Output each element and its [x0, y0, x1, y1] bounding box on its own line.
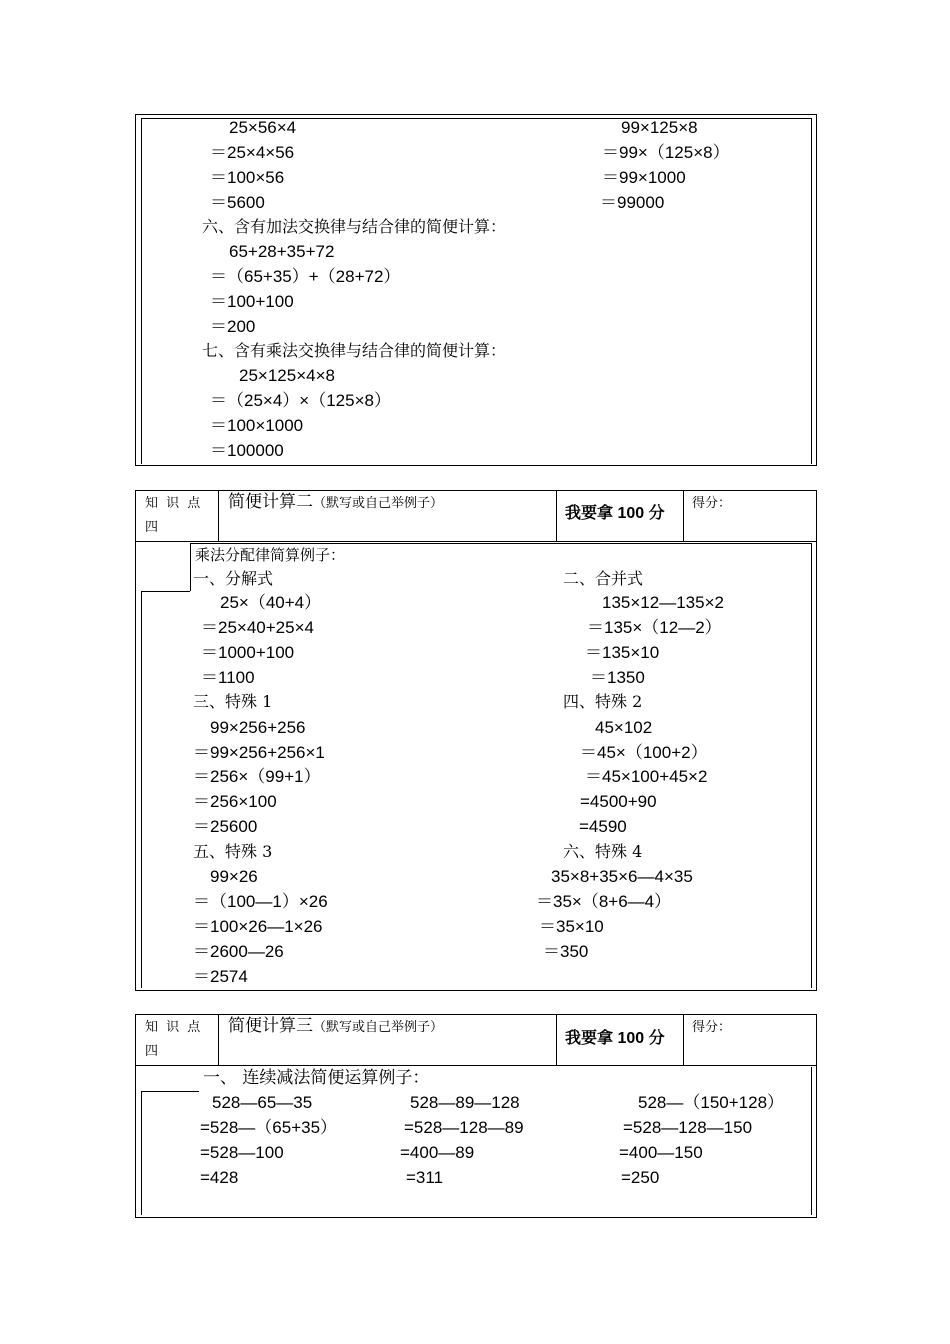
s2-l4-4: =4500+90	[580, 792, 657, 811]
s3-c1-3: =528—100	[200, 1143, 284, 1162]
s2-l4-5: =4590	[579, 817, 627, 836]
s1-line7-2: ＝（25×4）×（125×8）	[210, 391, 391, 410]
s2-goal: 我要拿 100 分	[565, 505, 665, 522]
s2-l2-1: 135×12—135×2	[602, 593, 724, 612]
s2-l6-1: 35×8+35×6—4×35	[551, 867, 693, 886]
s2-title	[228, 492, 443, 514]
s2-l2-2: ＝135×（12—2）	[587, 618, 722, 637]
s2-l3-3: ＝256×（99+1）	[193, 767, 321, 786]
s3-c1-1: 528—65—35	[212, 1093, 313, 1112]
s3-c3-4: =250	[621, 1168, 660, 1187]
s2-l6-4: ＝350	[543, 942, 589, 961]
s2-header-div-1	[218, 490, 219, 541]
s2-inner-left-line-2	[141, 591, 142, 988]
s3-inner-left-line	[141, 1091, 142, 1215]
s1-line7-4: ＝100000	[210, 441, 284, 460]
s2-knowledge-label-1: 知 识 点	[145, 496, 203, 511]
s2-l1-3: ＝1000+100	[201, 643, 295, 662]
s3-c3-1: 528—（150+128）	[638, 1093, 785, 1112]
s3-c3-2: =528—128—150	[623, 1118, 753, 1137]
s2-inner-top-line	[190, 543, 811, 544]
s2-l2-3: ＝135×10	[585, 643, 660, 662]
s2-l1-2: ＝25×40+25×4	[201, 618, 314, 637]
s3-title	[228, 1016, 443, 1038]
s2-score-label: 得分：	[692, 496, 732, 511]
s2-l5-5: ＝2574	[193, 967, 248, 986]
s2-l5-3: ＝100×26—1×26	[193, 917, 323, 936]
s2-header-div-3	[683, 490, 684, 541]
s2-heading-2: 二、合并式	[563, 569, 644, 588]
s1-right-line-3: ＝99×1000	[602, 168, 686, 187]
s3-c3-3: =400—150	[619, 1143, 703, 1162]
s2-inner-bottom-stub	[141, 591, 190, 592]
s2-title-note: （默写或自己举例子）	[313, 496, 444, 511]
s2-intro: 乘法分配律简算例子：	[195, 546, 346, 564]
s2-l6-2: ＝35×（8+6—4）	[536, 892, 672, 911]
s1-heading-7: 七、含有乘法交换律与结合律的简便计算：	[202, 341, 507, 360]
s2-l5-4: ＝2600—26	[193, 942, 284, 961]
s3-c1-4: =428	[200, 1168, 239, 1187]
s2-l4-1: 45×102	[595, 718, 653, 737]
s1-line6-1: 65+28+35+72	[229, 242, 335, 261]
s3-c2-1: 528—89—128	[410, 1093, 520, 1112]
s2-l5-2: ＝（100—1）×26	[193, 892, 328, 911]
s2-heading-3: 三、特殊 1	[193, 692, 273, 711]
s3-c1-2: =528—（65+35）	[200, 1118, 338, 1137]
s2-title-main: 简便计算二	[228, 492, 313, 512]
section1-inner-right-line	[811, 118, 812, 464]
s3-c2-3: =400—89	[400, 1143, 475, 1162]
s2-l3-4: ＝256×100	[193, 792, 277, 811]
s2-inner-left-line	[190, 543, 191, 591]
s2-l3-2: ＝99×256+256×1	[193, 743, 325, 762]
s2-knowledge-label-2: 四	[145, 520, 159, 535]
s2-heading-5: 五、特殊 3	[193, 842, 273, 861]
s2-l4-2: ＝45×（100+2）	[580, 743, 708, 762]
s3-inner-top-stub	[141, 1091, 199, 1092]
s3-title-note: （默写或自己举例子）	[313, 1020, 444, 1035]
section1-box	[135, 114, 817, 466]
s1-right-line-2: ＝99×（125×8）	[602, 143, 730, 162]
s1-line6-4: ＝200	[210, 317, 256, 336]
s2-l3-5: ＝25600	[193, 817, 258, 836]
s1-left-line-1: 25×56×4	[229, 118, 297, 137]
s3-heading: 一、 连续减法简便运算例子：	[203, 1068, 430, 1088]
s2-inner-right-line	[811, 543, 812, 988]
s1-right-line-1: 99×125×8	[621, 118, 698, 137]
s1-line7-1: 25×125×4×8	[239, 366, 335, 385]
s2-l3-1: 99×256+256	[210, 718, 306, 737]
s2-l4-3: ＝45×100+45×2	[585, 767, 708, 786]
s2-l6-3: ＝35×10	[539, 917, 604, 936]
s2-l2-4: ＝1350	[590, 668, 645, 687]
s2-l5-1: 99×26	[210, 867, 258, 886]
s3-knowledge-label-2: 四	[145, 1044, 159, 1059]
s1-left-line-3: ＝100×56	[210, 168, 285, 187]
s3-header-div-1	[218, 1014, 219, 1065]
s1-line6-3: ＝100+100	[210, 292, 294, 311]
s3-title-main: 简便计算三	[228, 1016, 313, 1036]
s2-header-div-2	[556, 490, 557, 541]
s3-goal: 我要拿 100 分	[565, 1030, 665, 1047]
s2-header-bottom-line	[135, 541, 817, 542]
s2-heading-6: 六、特殊 4	[563, 842, 643, 861]
s1-heading-6: 六、含有加法交换律与结合律的简便计算：	[202, 217, 507, 236]
s2-heading-1: 一、分解式	[193, 569, 274, 588]
s1-right-line-4: ＝99000	[600, 193, 665, 212]
s3-c2-2: =528—128—89	[404, 1118, 524, 1137]
s3-knowledge-label-1: 知 识 点	[145, 1020, 203, 1035]
s3-score-label: 得分：	[692, 1020, 732, 1035]
s2-heading-4: 四、特殊 2	[563, 692, 643, 711]
s1-line6-2: ＝（65+35）+（28+72）	[210, 267, 401, 286]
s3-header-div-2	[556, 1014, 557, 1065]
s3-header-bottom-line	[135, 1065, 817, 1066]
s1-left-line-4: ＝5600	[210, 193, 265, 212]
section1-inner-left-line	[141, 118, 142, 464]
section2-box	[135, 490, 817, 991]
s1-left-line-2: ＝25×4×56	[210, 143, 295, 162]
s3-c2-4: =311	[406, 1168, 444, 1187]
s1-line7-3: ＝100×1000	[210, 416, 304, 435]
s3-inner-right-line	[811, 1067, 812, 1215]
s3-header-div-3	[683, 1014, 684, 1065]
s2-l1-4: ＝1100	[201, 668, 255, 687]
s2-l1-1: 25×（40+4）	[220, 593, 322, 612]
